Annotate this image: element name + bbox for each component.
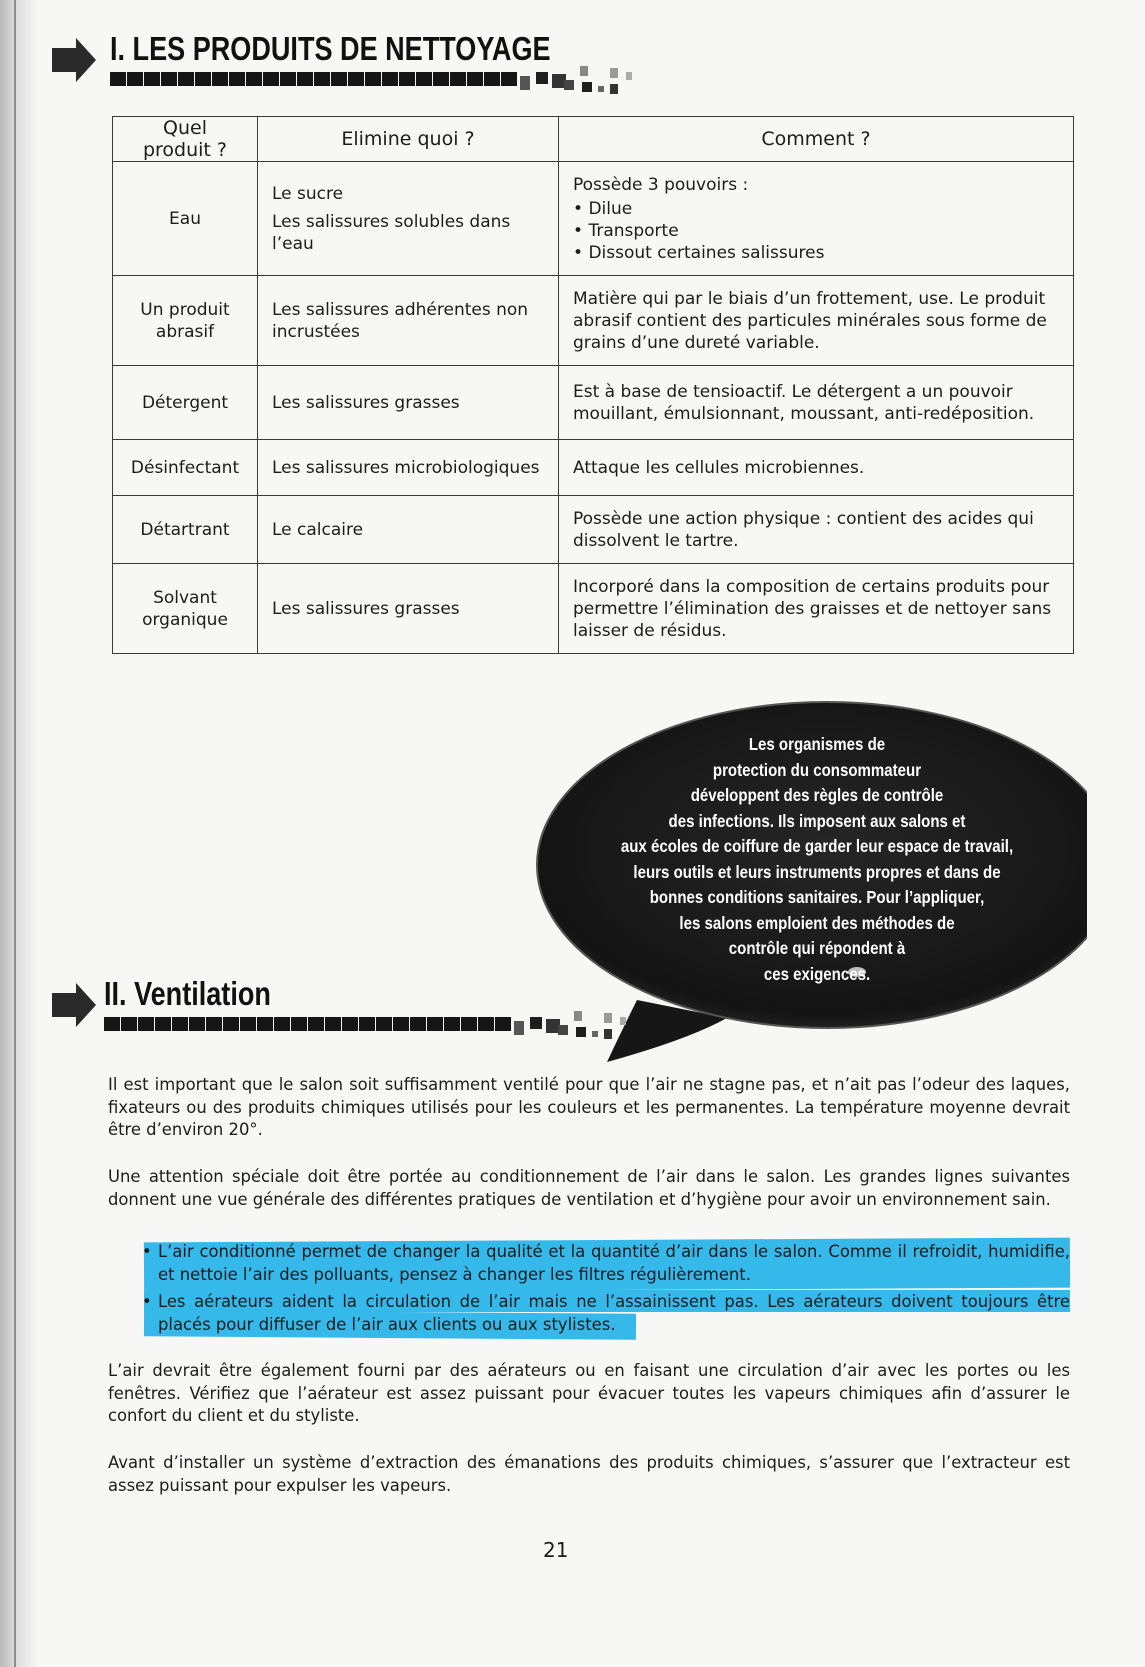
header-eliminates: Elimine quoi ? <box>258 117 559 162</box>
paragraph: Il est important que le salon soit suffisamment ventilé pour que l’air ne stagne pas, et n’ait pas l’odeur des laques, fixateurs ou des produits chimiques utilisés pour les couleurs et les permanentes. La température moyenne devrait être d’environ 20°. <box>108 1075 1070 1139</box>
callout-line: aux écoles de coiffure de garder leur espace de travail, <box>620 836 1014 856</box>
bar-square <box>564 80 574 90</box>
bar-square <box>410 1017 426 1031</box>
bar-square <box>110 72 126 86</box>
bar-square <box>206 1017 222 1031</box>
bar-square <box>246 72 262 86</box>
bar-square <box>138 1017 154 1031</box>
table-row <box>113 496 1074 564</box>
bar-square <box>155 1017 171 1031</box>
decorative-bar <box>110 72 650 86</box>
header-how: Comment ? <box>559 117 1074 162</box>
bar-square <box>172 1017 188 1031</box>
bar-square <box>308 1017 324 1031</box>
bar-square <box>536 72 548 84</box>
product-cell: Solvant organique <box>113 564 258 654</box>
product-cell: Détergent <box>113 366 258 440</box>
bar-square <box>598 86 604 92</box>
bar-square <box>478 1017 494 1031</box>
bar-square <box>574 1011 582 1021</box>
page-number: 21 <box>543 1538 569 1562</box>
bar-square <box>223 1017 239 1031</box>
bar-square <box>444 1017 460 1031</box>
bullet-dot: • <box>142 1292 152 1311</box>
bar-square <box>359 1017 375 1031</box>
bar-square <box>127 72 143 86</box>
bar-square <box>314 72 330 86</box>
product-cell: Un produit abrasif <box>113 276 258 366</box>
bar-square <box>342 1017 358 1031</box>
how-cell: Possède une action physique : contient des acides qui dissolvent le tartre. <box>559 496 1074 564</box>
bar-square <box>484 72 500 86</box>
bar-square <box>144 72 160 86</box>
eliminates-item: Les salissures solubles dans l’eau <box>272 211 511 254</box>
callout-line: les salons emploient des méthodes de <box>679 912 955 933</box>
callout-line: contrôle qui répondent à <box>728 938 906 958</box>
eliminates-item: Le sucre <box>272 183 344 204</box>
bar-square <box>433 72 449 86</box>
table-header-row <box>113 117 1074 162</box>
arrow-right-icon <box>52 38 96 82</box>
bar-square <box>393 1017 409 1031</box>
callout-line: leurs outils et leurs instruments propres et dans de <box>633 861 1001 882</box>
bar-square <box>376 1017 392 1031</box>
bar-square <box>240 1017 256 1031</box>
bar-square <box>514 1021 524 1035</box>
callout-line: bonnes conditions sanitaires. Pour l’appliquer, <box>649 887 985 907</box>
paragraph: Avant d’installer un système d’extraction des émanations des produits chimiques, s’assurer que l’extracteur est assez puissant pour expulser les vapeurs. <box>108 1453 1070 1495</box>
bar-square <box>212 72 228 86</box>
bar-square <box>280 72 296 86</box>
eliminates-cell: Les salissures adhérentes non incrustées <box>258 276 559 366</box>
bar-square <box>274 1017 290 1031</box>
section-1-header <box>52 30 652 110</box>
table-row <box>113 366 1074 440</box>
bar-square <box>604 1013 612 1023</box>
bar-square <box>558 1025 568 1035</box>
callout-line: Les organismes de <box>748 734 886 754</box>
bullet-list <box>142 1241 1070 1341</box>
bullet-text: L’air conditionné permet de changer la qualité et la quantité d’air dans le salon. Comme il refroidit, humidifie, et nettoie l’air des polluants, pensez à changer les filtres régulièrement. <box>158 1242 1070 1284</box>
bar-square <box>427 1017 443 1031</box>
how-list-item: • Dissout certaines salissures <box>573 242 1059 264</box>
bar-square <box>620 1017 626 1025</box>
product-cell: Détartrant <box>113 496 258 564</box>
bar-square <box>576 1027 586 1037</box>
how-list-item: • Dilue <box>573 198 1059 220</box>
bar-square <box>592 1031 598 1037</box>
bar-square <box>291 1017 307 1031</box>
bullet-item <box>142 1241 1070 1286</box>
bar-square <box>610 84 618 94</box>
how-list <box>573 198 1059 264</box>
callout-line: des infections. Ils imposent aux salons et <box>668 810 966 831</box>
bar-square <box>229 72 245 86</box>
eliminates-cell: Les salissures microbiologiques <box>258 440 559 496</box>
how-cell: Est à base de tensioactif. Le détergent a un pouvoir mouillant, émulsionnant, moussant, anti-redéposition. <box>559 366 1074 440</box>
bar-square <box>121 1017 137 1031</box>
cleaning-products-table <box>112 116 1074 654</box>
paragraph: L’air devrait être également fourni par des aérateurs ou en faisant une circulation d’air avec les portes ou les fenêtres. Vérifiez que l’aérateur est assez puissant pour évacuer toutes les vapeurs chimiques afin d’assurer le confort du client et du styliste. <box>108 1361 1070 1425</box>
eliminates-cell <box>258 162 559 276</box>
how-cell: Incorporé dans la composition de certains produits pour permettre l’élimination des graisses et de nettoyer sans laisser de résidus. <box>559 564 1074 654</box>
eliminates-cell: Les salissures grasses <box>258 366 559 440</box>
eliminates-cell: Les salissures grasses <box>258 564 559 654</box>
bar-square <box>195 72 211 86</box>
bar-square <box>530 1017 542 1029</box>
page-binding-edge <box>0 0 38 1667</box>
bullet-text: Les aérateurs aident la circulation de l’air mais ne l’assainissent pas. Les aérateurs doivent toujours être placés pour diffuser de l’air aux clients ou aux stylistes. <box>158 1292 1070 1334</box>
bar-square <box>467 72 483 86</box>
bar-square <box>189 1017 205 1031</box>
bar-square <box>348 72 364 86</box>
product-cell: Eau <box>113 162 258 276</box>
how-intro: Possède 3 pouvoirs : <box>573 174 749 195</box>
bar-square <box>331 72 347 86</box>
bar-square <box>416 72 432 86</box>
bar-square <box>257 1017 273 1031</box>
table-row <box>113 564 1074 654</box>
paragraph: Une attention spéciale doit être portée au conditionnement de l’air dans le salon. Les grandes lignes suivantes donnent une vue générale des différentes pratiques de ventilation et d’hygiène pour avoir un environnement sain. <box>108 1167 1070 1209</box>
table-row <box>113 440 1074 496</box>
bar-square <box>461 1017 477 1031</box>
bar-square <box>501 72 517 86</box>
header-product: Quel produit ? <box>113 117 258 162</box>
how-cell: Attaque les cellules microbiennes. <box>559 440 1074 496</box>
bar-square <box>399 72 415 86</box>
bar-square <box>450 72 466 86</box>
callout-line: ces exigences. <box>763 963 871 984</box>
callout-text <box>567 732 1067 987</box>
product-cell: Désinfectant <box>113 440 258 496</box>
bullet-item <box>142 1291 1070 1336</box>
bar-square <box>626 72 632 80</box>
callout-line: développent des règles de contrôle <box>690 785 944 805</box>
section-2-title: II. Ventilation <box>104 975 271 1012</box>
table-row <box>113 276 1074 366</box>
bar-square <box>580 66 588 76</box>
bar-square <box>495 1017 511 1031</box>
decorative-bar <box>104 1017 644 1031</box>
bar-square <box>297 72 313 86</box>
how-cell <box>559 162 1074 276</box>
how-cell: Matière qui par le biais d’un frottement, use. Le produit abrasif contient des particules minérales sous forme de grains d’une dureté variable. <box>559 276 1074 366</box>
section-1-title: I. LES PRODUITS DE NETTOYAGE <box>110 30 551 67</box>
bullet-dot: • <box>142 1242 152 1261</box>
eliminates-cell: Le calcaire <box>258 496 559 564</box>
bar-square <box>161 72 177 86</box>
bar-square <box>263 72 279 86</box>
bar-square <box>582 82 592 92</box>
arrow-right-icon <box>52 983 96 1027</box>
bar-square <box>178 72 194 86</box>
bar-square <box>520 76 530 90</box>
bar-square <box>325 1017 341 1031</box>
how-list-item: • Transporte <box>573 220 1059 242</box>
bar-square <box>610 68 618 78</box>
bar-square <box>365 72 381 86</box>
bar-square <box>382 72 398 86</box>
bar-square <box>604 1029 612 1039</box>
section-2-header <box>52 975 652 1055</box>
callout-line: protection du consommateur <box>712 759 922 780</box>
bar-square <box>104 1017 120 1031</box>
table-row <box>113 162 1074 276</box>
